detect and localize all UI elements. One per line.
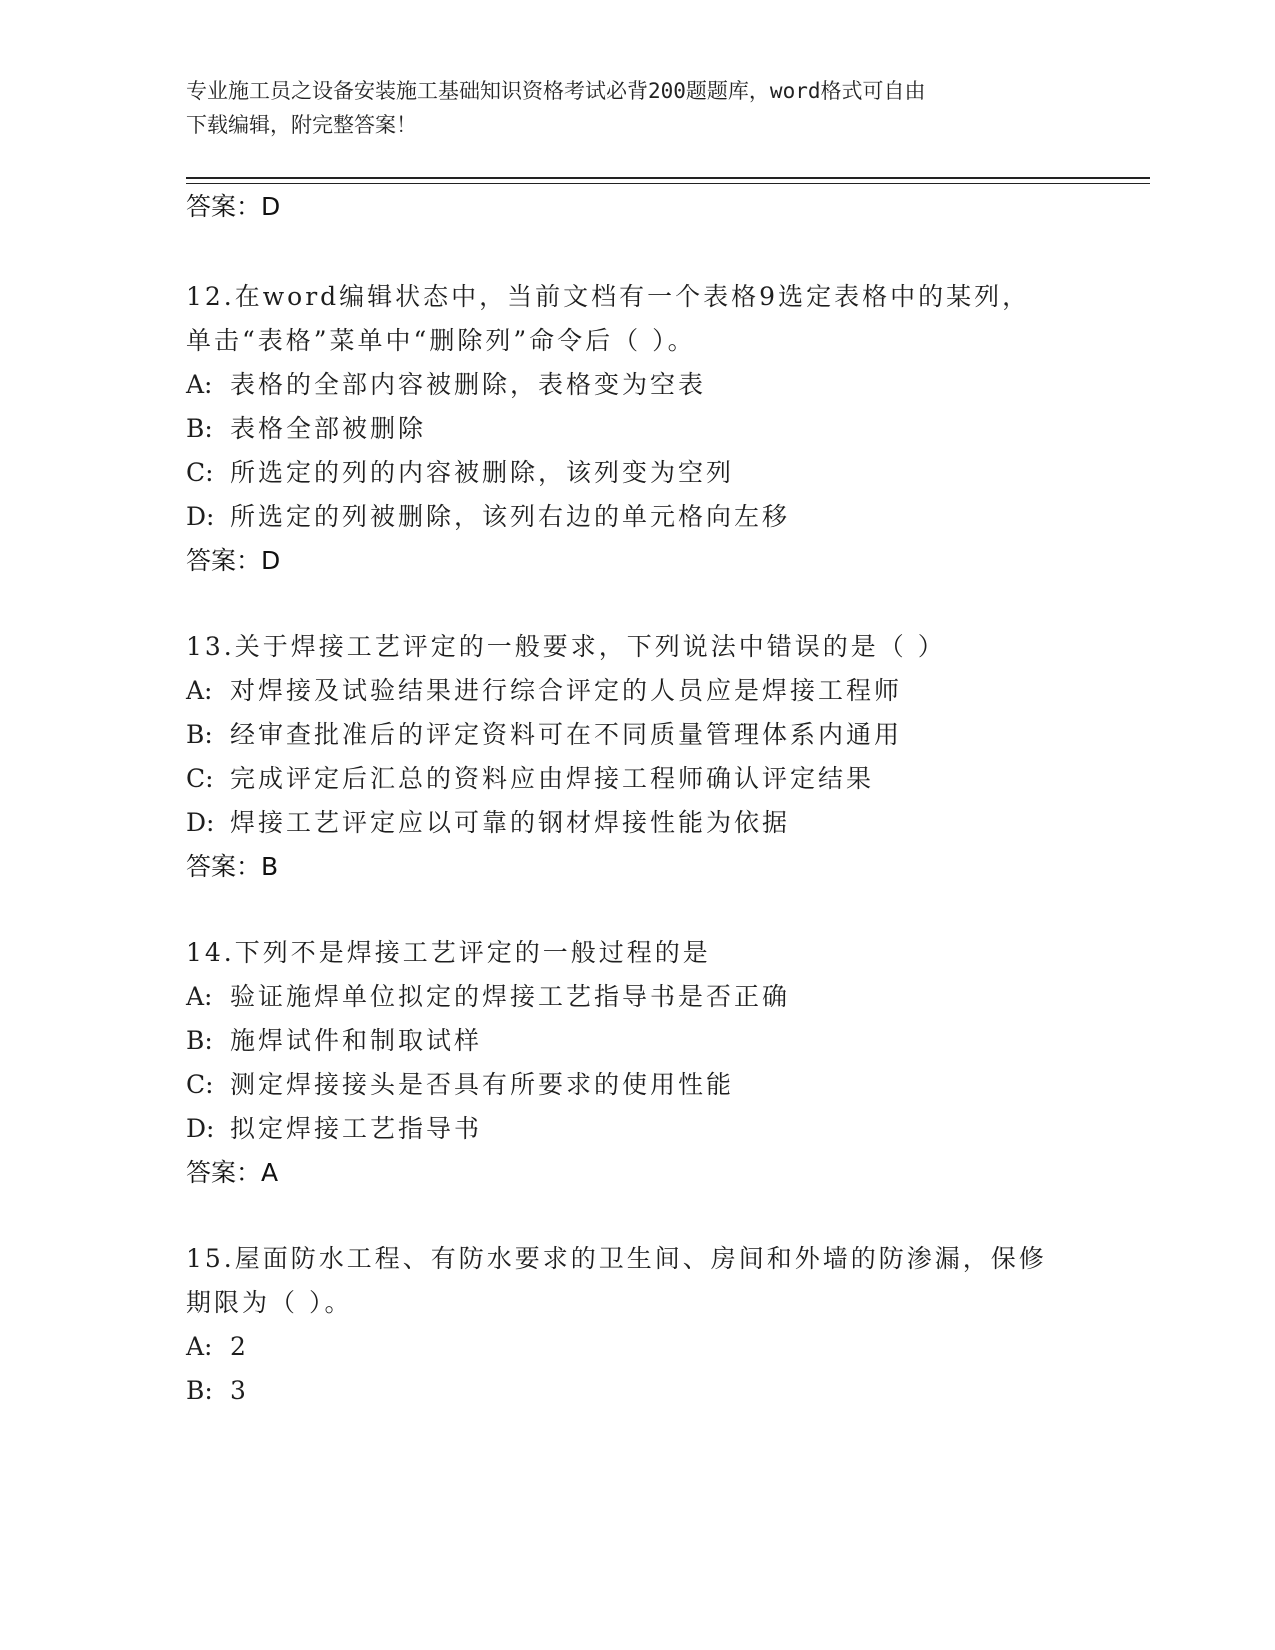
header-rule-thick: [186, 177, 1150, 179]
question-12-option-d: D: 所选定的列被删除，该列右边的单元格向左移: [186, 502, 791, 531]
answer-q11: 答案：D: [186, 192, 281, 221]
question-14-option-d: D: 拟定焊接工艺指导书: [186, 1114, 483, 1143]
question-13-option-d: D: 焊接工艺评定应以可靠的钢材焊接性能为依据: [186, 808, 791, 837]
answer-q14: 答案：A: [186, 1158, 279, 1187]
question-12-line-1: 12.在word编辑状态中，当前文档有一个表格9选定表格中的某列，: [186, 282, 1031, 311]
question-15-line-1: 15.屋面防水工程、有防水要求的卫生间、房间和外墙的防渗漏，保修: [186, 1244, 1047, 1273]
question-15-option-a: A: 2: [186, 1332, 249, 1361]
question-12-option-a: A: 表格的全部内容被删除，表格变为空表: [186, 370, 707, 399]
header-line-1: 专业施工员之设备安装施工基础知识资格考试必背200题题库，word格式可自由: [186, 79, 926, 103]
question-15-option-b: B: 3: [186, 1376, 249, 1405]
question-13-option-a: A: 对焊接及试验结果进行综合评定的人员应是焊接工程师: [186, 676, 903, 705]
question-14-option-a: A: 验证施焊单位拟定的焊接工艺指导书是否正确: [186, 982, 791, 1011]
question-14-option-c: C: 测定焊接接头是否具有所要求的使用性能: [186, 1070, 735, 1099]
answer-q13: 答案：B: [186, 852, 279, 881]
question-13-option-c: C: 完成评定后汇总的资料应由焊接工程师确认评定结果: [186, 764, 875, 793]
question-13-option-b: B: 经审查批准后的评定资料可在不同质量管理体系内通用: [186, 720, 903, 749]
answer-q12: 答案：D: [186, 546, 281, 575]
header-rule-thin: [186, 183, 1150, 184]
header-line-2: 下载编辑，附完整答案！: [186, 113, 417, 137]
document-header: [186, 74, 1086, 142]
question-14-option-b: B: 施焊试件和制取试样: [186, 1026, 483, 1055]
question-14-line-1: 14.下列不是焊接工艺评定的一般过程的是: [186, 938, 711, 967]
question-12-line-2: 单击“表格”菜单中“删除列”命令后（ ）。: [186, 326, 696, 355]
question-12-option-c: C: 所选定的列的内容被删除，该列变为空列: [186, 458, 735, 487]
question-12-option-b: B: 表格全部被删除: [186, 414, 427, 443]
question-13-line-1: 13.关于焊接工艺评定的一般要求，下列说法中错误的是（ ）: [186, 632, 946, 661]
question-15-line-2: 期限为（ ）。: [186, 1288, 353, 1317]
